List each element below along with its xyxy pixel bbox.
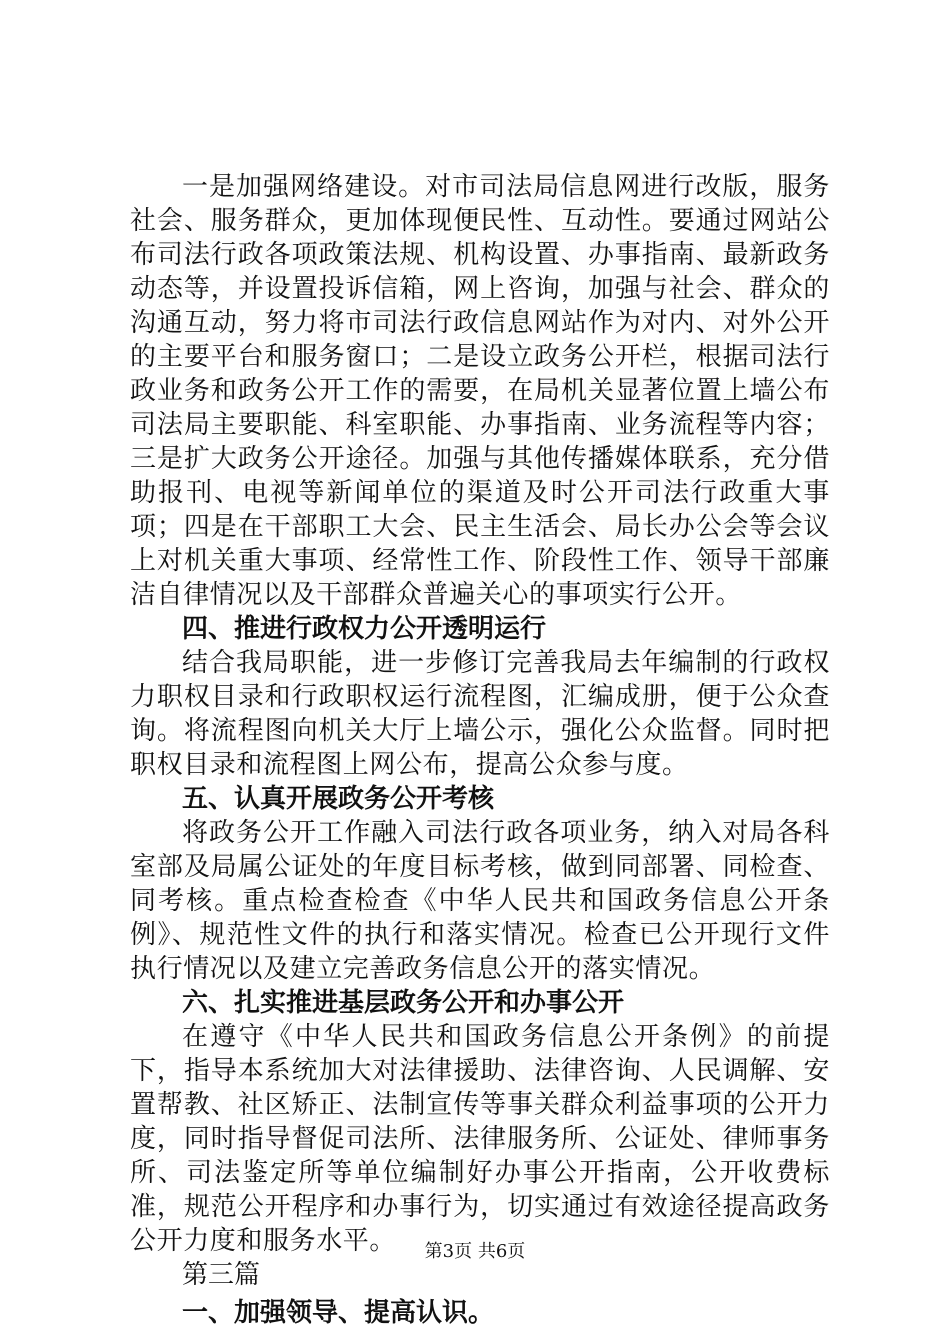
heading-section-five: 五、认真开展政务公开考核 [182, 784, 495, 814]
paragraph-network-construction: 一是加强网络建设。对市司法局信息网进行改版，服务社会、服务群众，更加体现便民性、互动性。要通过网站公布司法行政各项政策法规、机构设置、办事指南、最新政务动态等，并设置投诉信箱，网上咨询，加强与社会、群众的沟通互动，努力将市司法行政信息网站作为对内、对外公开的主要平台和服务窗口；二是设立政务公开栏，根据司法行政业务和政务公开工作的需要，在局机关显著位置上墙公布司法局主要职能、科室职能、办事指南、业务流程等内容；三是扩大政务公开途径。加强与其他传播媒体联系，充分借助报刊、电视等新闻单位的渠道及时公开司法行政重大事项；四是在干部职工大会、民主生活会、局长办公会等会议上对机关重大事项、经常性工作、阶段性工作、领导干部廉洁自律情况以及干部群众普遍关心的事项实行公开。 [130, 172, 830, 610]
heading-section-four: 四、推进行政权力公开透明运行 [182, 614, 547, 644]
paragraph-section-six: 在遵守《中华人民共和国政务信息公开条例》的前提下，指导本系统加大对法律援助、法律咨询、人民调解、安置帮教、社区矫正、法制宣传等事关群众利益事项的公开力度，同时指导督促司法所、法律服务所、公证处、律师事务所、司法鉴定所等单位编制好办事公开指南，公开收费标准，规范公开程序和办事行为，切实通过有效途径提高政务公开力度和服务水平。 [130, 1022, 830, 1256]
document-body [130, 170, 830, 1330]
paragraph-section-four: 结合我局职能，进一步修订完善我局去年编制的行政权力职权目录和行政职权运行流程图，汇编成册，便于公众查询。将流程图向机关大厅上墙公示，强化公众监督。同时把职权目录和流程图上网公布，提高公众参与度。 [130, 648, 830, 780]
heading-next-section: 一、加强领导、提高认识。 [182, 1298, 495, 1328]
heading-section-six: 六、扎实推进基层政务公开和办事公开 [182, 988, 625, 1018]
section-label: 第三篇 [182, 1260, 261, 1290]
paragraph-section-five: 将政务公开工作融入司法行政各项业务，纳入对局各科室部及局属公证处的年度目标考核，做到同部署、同检查、同考核。重点检查检查《中华人民共和国政务信息公开条例》、规范性文件的执行和落实情况。检查已公开现行文件执行情况以及建立完善政务信息公开的落实情况。 [130, 818, 830, 984]
page-indicator: 第3页 共6页 [424, 1241, 526, 1262]
